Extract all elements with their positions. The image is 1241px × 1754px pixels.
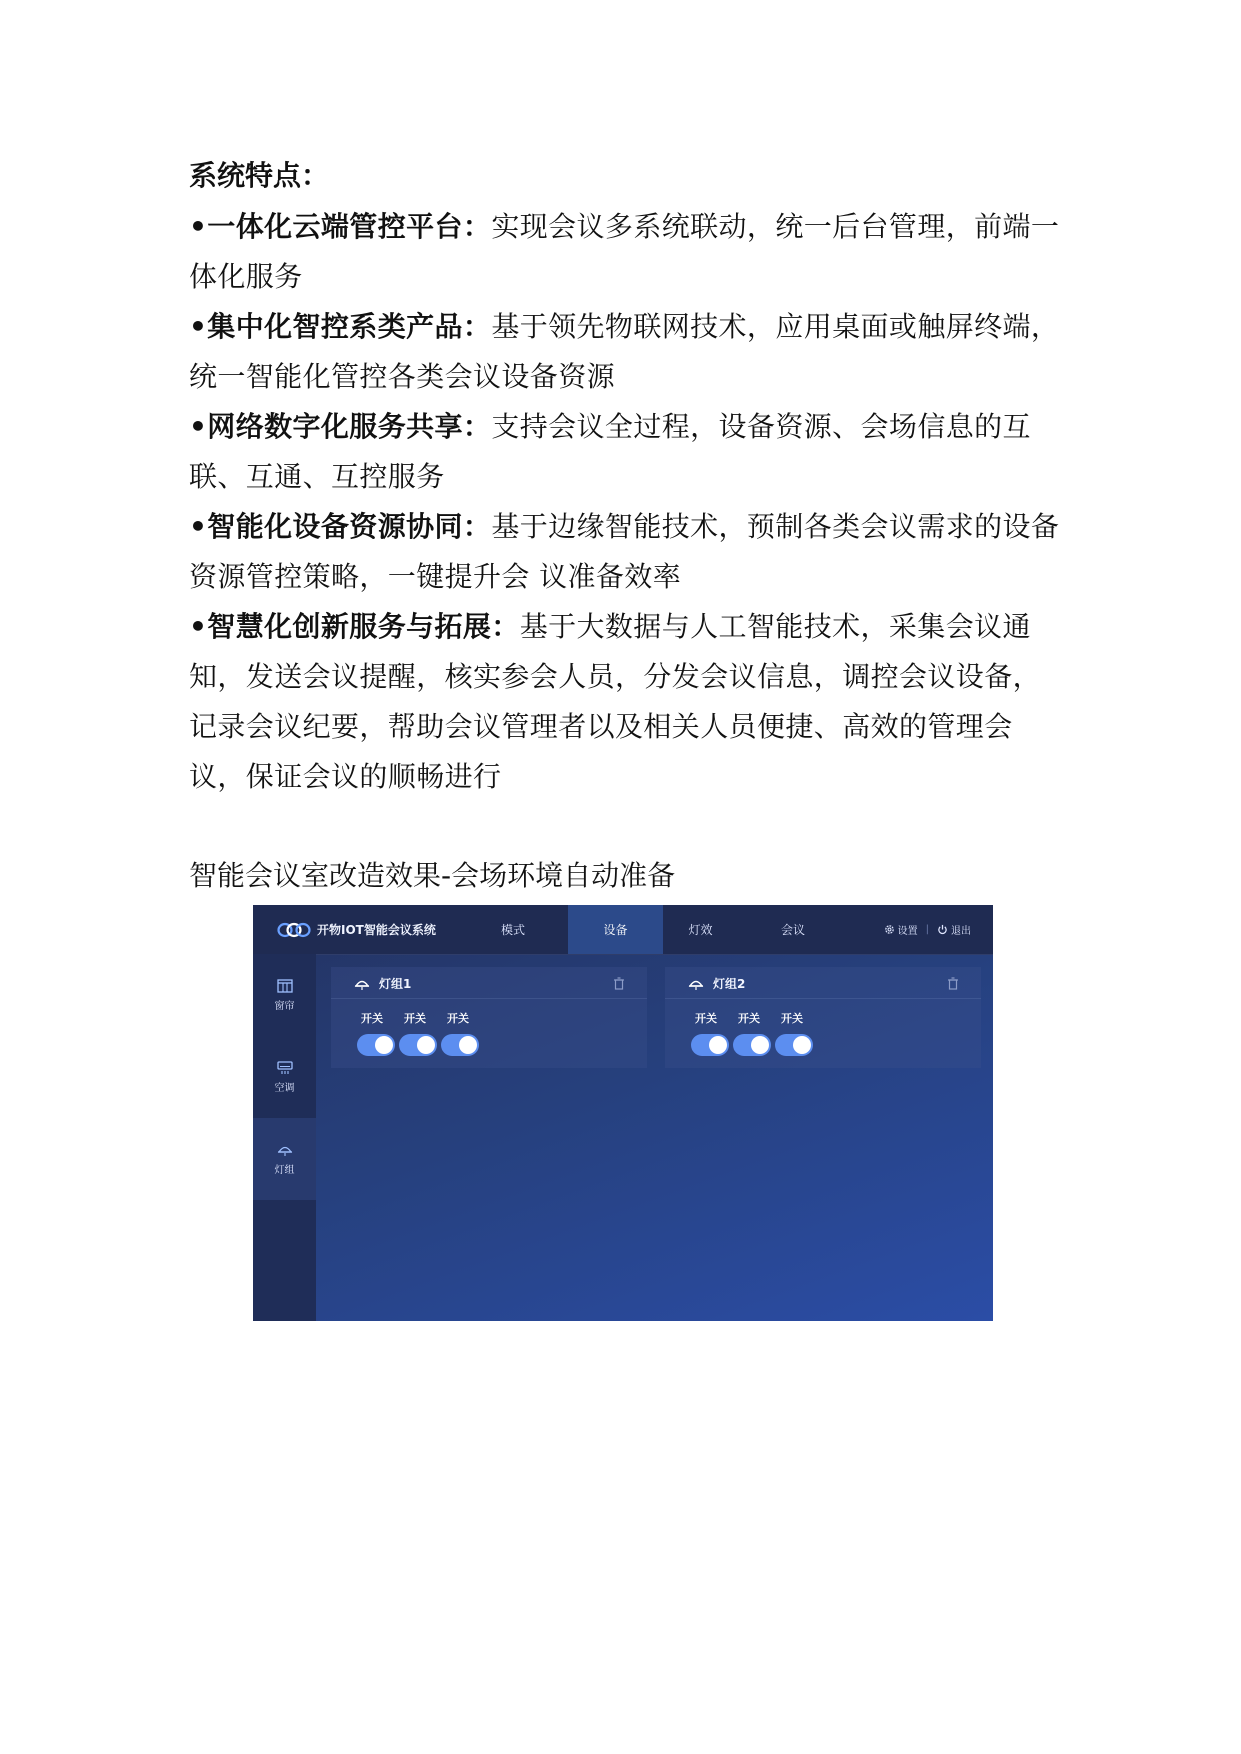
switch-toggle[interactable] (441, 1034, 479, 1056)
feature-item (189, 502, 1061, 602)
switch-toggle[interactable] (357, 1034, 395, 1056)
lamp-icon (687, 976, 705, 992)
toggle-knob (793, 1036, 811, 1054)
switch-toggle[interactable] (775, 1034, 813, 1056)
feature-item (189, 202, 1061, 302)
lamp-icon (276, 1142, 294, 1158)
tab-devices[interactable]: 设备 (568, 905, 663, 954)
top-actions (884, 922, 971, 937)
trash-icon[interactable] (947, 977, 959, 990)
section-heading: 系统特点： (189, 159, 330, 192)
card-title: 灯组1 (379, 977, 412, 991)
app-screenshot (253, 905, 993, 1321)
card-divider (331, 998, 647, 999)
feature-body: 支持会议全过程，设备资源、会场信息的互联、互通、互控服务 (189, 410, 1031, 493)
switch-label: 开关 (361, 1012, 383, 1025)
card-title: 灯组2 (713, 977, 746, 991)
feature-head: •集中化智控系类产品： (189, 310, 492, 343)
sidebar-item-curtain[interactable] (253, 954, 316, 1036)
logout-label: 退出 (951, 926, 971, 937)
toggle-knob (417, 1036, 435, 1054)
feature-head: •智能化设备资源协同： (189, 510, 492, 543)
switch-toggle[interactable] (733, 1034, 771, 1056)
switch-label: 开关 (695, 1012, 717, 1025)
card-header (687, 975, 745, 992)
feature-item (189, 602, 1061, 802)
top-bar (253, 905, 993, 955)
toggle-knob (459, 1036, 477, 1054)
toggle-knob (751, 1036, 769, 1054)
feature-body: 实现会议多系统联动，统一后台管理，前端一体化服务 (189, 210, 1060, 293)
lamp-group-card (331, 967, 647, 1068)
feature-body: 基于大数据与人工智能技术，采集会议通知，发送会议提醒，核实参会人员，分发会议信息，调控会议设备，记录会议纪要，帮助会议管理者以及相关人员便捷、高效的管理会议，保证会议的顺畅进行 (189, 610, 1042, 793)
document-body (189, 157, 1061, 802)
trash-icon[interactable] (613, 977, 625, 990)
gear-icon (884, 924, 895, 935)
feature-body: 基于领先物联网技术，应用桌面或触屏终端，统一智能化管控各类会议设备资源 (189, 310, 1060, 393)
toggle-knob (709, 1036, 727, 1054)
feature-item (189, 302, 1061, 402)
switch-label: 开关 (738, 1012, 760, 1025)
feature-head: •网络数字化服务共享： (189, 410, 492, 443)
logout-button[interactable] (937, 922, 971, 937)
logo-icon (277, 922, 311, 938)
sidebar (253, 954, 316, 1321)
switch-labels (695, 1010, 803, 1026)
sidebar-item-label: 空调 (274, 1083, 295, 1094)
app-title: 开物IOT智能会议系统 (317, 923, 436, 937)
lamp-group-card (665, 967, 981, 1068)
feature-body: 基于边缘智能技术，预制各类会议需求的设备资源管控策略，一键提升会 议准备效率 (189, 510, 1060, 593)
lamp-icon (353, 976, 371, 992)
switch-toggle[interactable] (399, 1034, 437, 1056)
switch-row (691, 1034, 813, 1056)
divider: | (925, 924, 929, 935)
card-divider (665, 998, 981, 999)
toggle-knob (375, 1036, 393, 1054)
switch-label: 开关 (404, 1012, 426, 1025)
air-conditioner-icon (276, 1060, 294, 1076)
switch-label: 开关 (781, 1012, 803, 1025)
tab-lighting[interactable]: 灯效 (688, 923, 713, 937)
sidebar-item-air-conditioner[interactable] (253, 1036, 316, 1118)
figure-caption: 智能会议室改造效果-会场环境自动准备 (189, 859, 676, 892)
card-header (353, 975, 411, 992)
feature-item (189, 402, 1061, 502)
settings-button[interactable] (884, 922, 918, 937)
feature-head: •智慧化创新服务与拓展： (189, 610, 520, 643)
sidebar-item-lamp[interactable] (253, 1118, 316, 1200)
switch-row (357, 1034, 479, 1056)
app-logo (277, 921, 436, 938)
sidebar-item-label: 窗帘 (274, 1001, 295, 1012)
sidebar-item-label: 灯组 (274, 1165, 295, 1176)
curtain-icon (276, 978, 294, 994)
tab-meeting[interactable]: 会议 (780, 923, 805, 937)
power-icon (937, 924, 948, 935)
feature-head: •一体化云端管控平台： (189, 210, 492, 243)
settings-label: 设置 (897, 926, 918, 937)
switch-toggle[interactable] (691, 1034, 729, 1056)
tab-mode[interactable]: 模式 (500, 923, 525, 937)
switch-labels (361, 1010, 469, 1026)
switch-label: 开关 (447, 1012, 469, 1025)
